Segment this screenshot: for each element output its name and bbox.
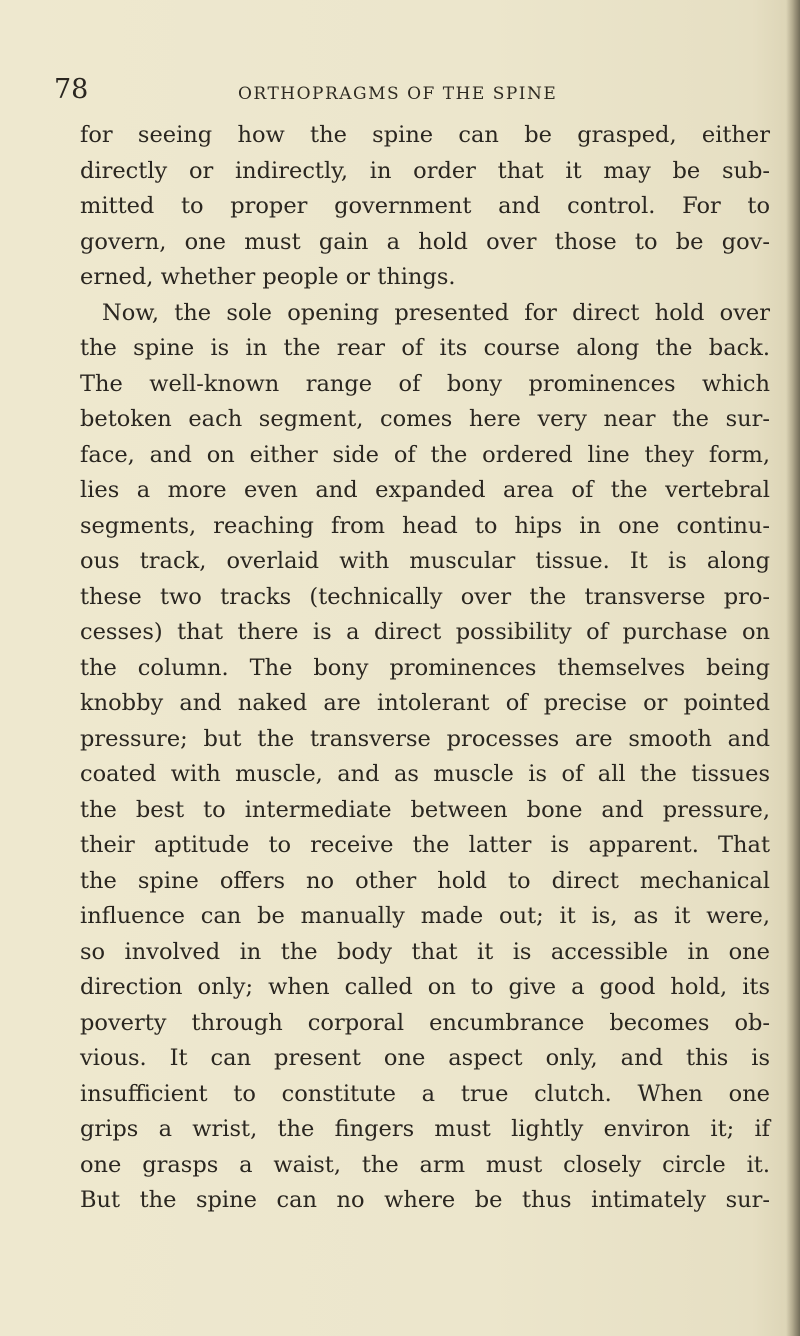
text-line: cesses) that there is a direct possibility of purchase on bbox=[80, 619, 770, 645]
text-line: their aptitude to receive the latter is apparent. That bbox=[80, 832, 770, 858]
text-line: grips a wrist, the fingers must lightly environ it; if bbox=[80, 1116, 770, 1142]
text-line: poverty through corporal encumbrance becomes ob- bbox=[80, 1009, 770, 1036]
text-line: coated with muscle, and as muscle is of all the tissues bbox=[80, 761, 770, 787]
text-line: directly or indirectly, in order that it may be sub- bbox=[80, 157, 770, 184]
text-line: mitted to proper government and control. For to bbox=[80, 193, 770, 219]
text-line: insufficient to constitute a true clutch. When one bbox=[80, 1080, 770, 1107]
text-line: one grasps a waist, the arm must closely circle it. bbox=[80, 1151, 770, 1178]
text-line: knobby and naked are intolerant of precise or pointed bbox=[80, 690, 770, 716]
page-edge-shadow bbox=[786, 0, 800, 1336]
text-line: for seeing how the spine can be grasped, either bbox=[80, 122, 770, 148]
text-line: influence can be manually made out; it is, as it were, bbox=[80, 903, 770, 929]
text-line: betoken each segment, comes here very near the sur- bbox=[80, 406, 770, 432]
body-text bbox=[80, 118, 770, 1219]
text-line: But the spine can no where be thus intimately sur- bbox=[80, 1187, 770, 1213]
text-line: ous track, overlaid with muscular tissue. It is along bbox=[80, 548, 770, 574]
running-title: ORTHOPRAGMS OF THE SPINE bbox=[238, 84, 558, 104]
text-line: the spine is in the rear of its course along the back. bbox=[80, 335, 770, 361]
text-line: the column. The bony prominences themselves being bbox=[80, 654, 770, 681]
text-line: The well-known range of bony prominences which bbox=[80, 370, 770, 397]
text-line: erned, whether people or things. bbox=[80, 264, 456, 290]
text-line: Now, the sole opening presented for direct hold over bbox=[102, 299, 770, 326]
text-line: the spine offers no other hold to direct mechanical bbox=[80, 867, 770, 894]
text-line: direction only; when called on to give a good hold, its bbox=[80, 974, 770, 1000]
page-number: 78 bbox=[54, 74, 89, 105]
text-line: these two tracks (technically over the transverse pro- bbox=[80, 583, 770, 610]
text-line: pressure; but the transverse processes are smooth and bbox=[80, 725, 770, 752]
text-line: the best to intermediate between bone and pressure, bbox=[80, 796, 770, 823]
text-line: segments, reaching from head to hips in one continu- bbox=[80, 512, 770, 539]
text-line: lies a more even and expanded area of the vertebral bbox=[80, 477, 770, 503]
page-header bbox=[0, 74, 800, 114]
text-line: govern, one must gain a hold over those to be gov- bbox=[80, 228, 770, 255]
text-line: face, and on either side of the ordered line they form, bbox=[80, 441, 770, 468]
text-line: vious. It can present one aspect only, and this is bbox=[80, 1045, 770, 1071]
text-line: so involved in the body that it is accessible in one bbox=[80, 938, 770, 965]
